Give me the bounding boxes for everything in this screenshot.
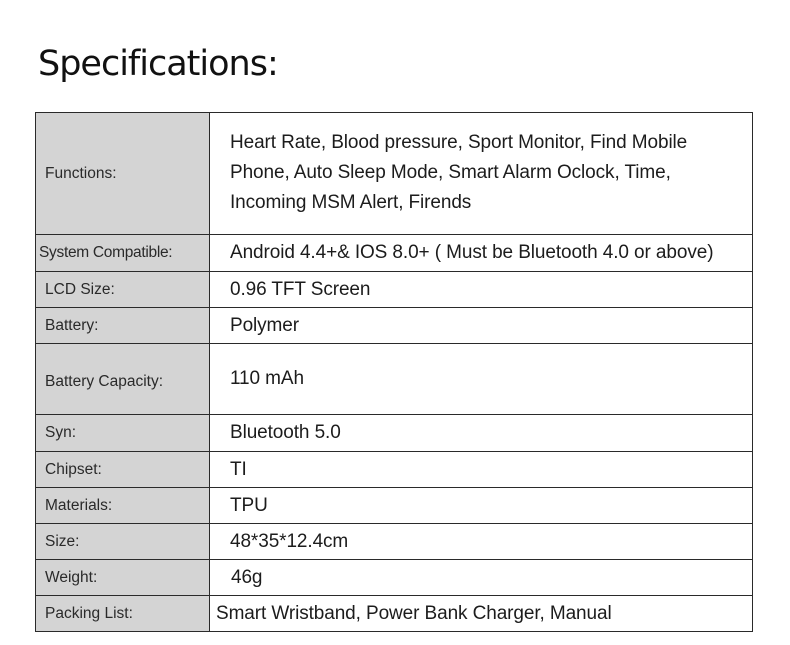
spec-value: Bluetooth 5.0 (210, 415, 753, 452)
table-row (36, 596, 753, 632)
spec-label: Packing List: (36, 596, 210, 632)
spec-value: Smart Wristband, Power Bank Charger, Manual (210, 596, 753, 632)
spec-value: TI (210, 452, 753, 488)
spec-label: Battery Capacity: (36, 344, 210, 415)
table-row (36, 415, 753, 452)
table-row (36, 524, 753, 560)
spec-value: 46g (210, 560, 753, 596)
spec-label: Battery: (36, 308, 210, 344)
table-row (36, 452, 753, 488)
spec-value: Android 4.4+& IOS 8.0+ ( Must be Bluetooth 4.0 or above) (210, 235, 753, 272)
spec-value: Heart Rate, Blood pressure, Sport Monitor, Find Mobile Phone, Auto Sleep Mode, Smart Alarm Oclock, Time, Incoming MSM Alert, Firends (210, 113, 753, 235)
spec-label: Syn: (36, 415, 210, 452)
table-row (36, 113, 753, 235)
spec-label: System Compatible: (36, 235, 210, 272)
spec-label: Materials: (36, 488, 210, 524)
table-row (36, 308, 753, 344)
table-row (36, 560, 753, 596)
spec-value: TPU (210, 488, 753, 524)
spec-label: Functions: (36, 113, 210, 235)
spec-value: 48*35*12.4cm (210, 524, 753, 560)
spec-label: Chipset: (36, 452, 210, 488)
spec-label: Weight: (36, 560, 210, 596)
table-row (36, 272, 753, 308)
page-title: Specifications: (38, 44, 278, 84)
specifications-table (35, 112, 753, 632)
table-row (36, 235, 753, 272)
table-row (36, 488, 753, 524)
spec-value: 0.96 TFT Screen (210, 272, 753, 308)
spec-value: 110 mAh (210, 344, 753, 415)
spec-label: Size: (36, 524, 210, 560)
spec-value: Polymer (210, 308, 753, 344)
spec-label: LCD Size: (36, 272, 210, 308)
table-row (36, 344, 753, 415)
